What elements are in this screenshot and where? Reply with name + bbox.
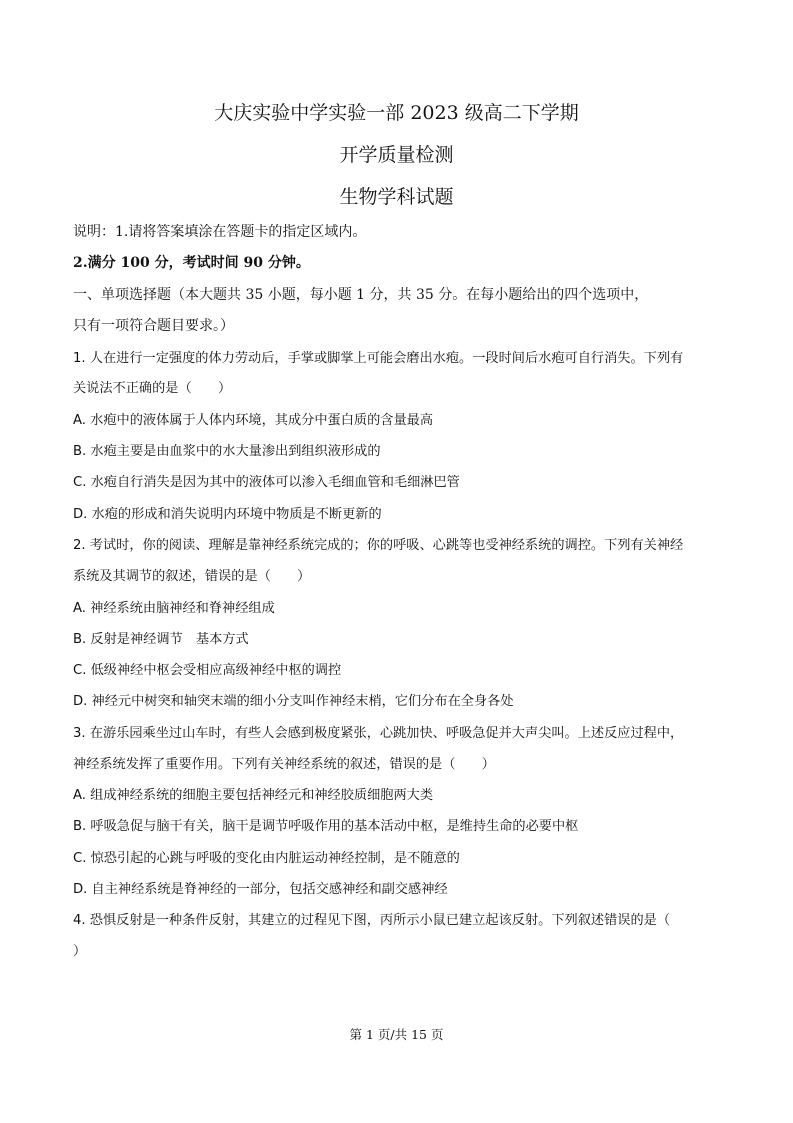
instruction-line2: 2.满分 100 分，考试时间 90 分钟。: [73, 255, 310, 271]
question-3-option-b: B. 呼吸急促与脑干有关，脑干是调节呼吸作用的基本活动中枢，是维持生命的必要中枢: [73, 819, 579, 834]
question-3-option-c: C. 惊恐引起的心跳与呼吸的变化由内脏运动神经控制，是不随意的: [73, 851, 460, 866]
exam-title-line2: 开学质量检测: [339, 144, 454, 166]
question-2-option-d: D. 神经元中树突和轴突末端的细小分支叫作神经末梢，它们分布在全身各处: [73, 694, 514, 709]
question-4-stem-line1: 4. 恐惧反射是一种条件反射，其建立的过程见下图，丙所示小鼠已建立起该反射。下列叙述错误的是（: [73, 913, 671, 928]
question-1-option-a: A. 水疱中的液体属于人体内环境，其成分中蛋白质的含量最高: [73, 413, 434, 428]
section-heading-line2: 只有一项符合题目要求。）: [73, 318, 234, 334]
section-heading-line1: 一、单项选择题（本大题共 35 小题，每小题 1 分，共 35 分。在每小题给出的四个选项中，: [73, 287, 649, 303]
question-3-stem-line1: 3. 在游乐园乘坐过山车时，有些人会感到极度紧张，心跳加快、呼吸急促并大声尖叫。上述反应过程中，: [73, 726, 684, 741]
question-2-option-a: A. 神经系统由脑神经和脊神经组成: [73, 601, 275, 616]
question-1-option-d: D. 水疱的形成和消失说明内环境中物质是不断更新的: [73, 507, 382, 522]
question-1-stem-line1: 1. 人在进行一定强度的体力劳动后，手掌或脚掌上可能会磨出水疱。一段时间后水疱可自行消失。下列有: [73, 351, 684, 366]
question-3-stem-line2: 神经系统发挥了重要作用。下列有关神经系统的叙述，错误的是（ ）: [73, 757, 495, 772]
question-2-option-c: C. 低级神经中枢会受相应高级神经中枢的调控: [73, 663, 342, 678]
instruction-line1: 说明：1.请将答案填涂在答题卡的指定区域内。: [73, 224, 367, 240]
question-1-option-c: C. 水疱自行消失是因为其中的液体可以渗入毛细血管和毛细淋巴管: [73, 475, 460, 490]
exam-title-line1: 大庆实验中学实验一部 2023 级高二下学期: [214, 102, 579, 124]
question-2-stem-line1: 2. 考试时，你的阅读、理解是靠神经系统完成的；你的呼吸、心跳等也受神经系统的调控。下列有关神经: [73, 538, 684, 553]
exam-title-line3: 生物学科试题: [339, 186, 454, 208]
question-2-option-b: B. 反射是神经调节 基本方式: [73, 632, 249, 647]
question-3-option-a: A. 组成神经系统的细胞主要包括神经元和神经胶质细胞两大类: [73, 788, 434, 803]
question-2-stem-line2: 系统及其调节的叙述，错误的是（ ）: [73, 569, 311, 584]
question-1-stem-line2: 关说法不正确的是（ ）: [73, 381, 232, 396]
question-3-option-d: D. 自主神经系统是脊神经的一部分，包括交感神经和副交感神经: [73, 882, 448, 897]
question-4-stem-line2: ）: [73, 944, 87, 959]
page-number: 第 1 页/共 15 页: [349, 1027, 444, 1042]
question-1-option-b: B. 水疱主要是由血浆中的水大量渗出到组织液形成的: [73, 444, 381, 459]
